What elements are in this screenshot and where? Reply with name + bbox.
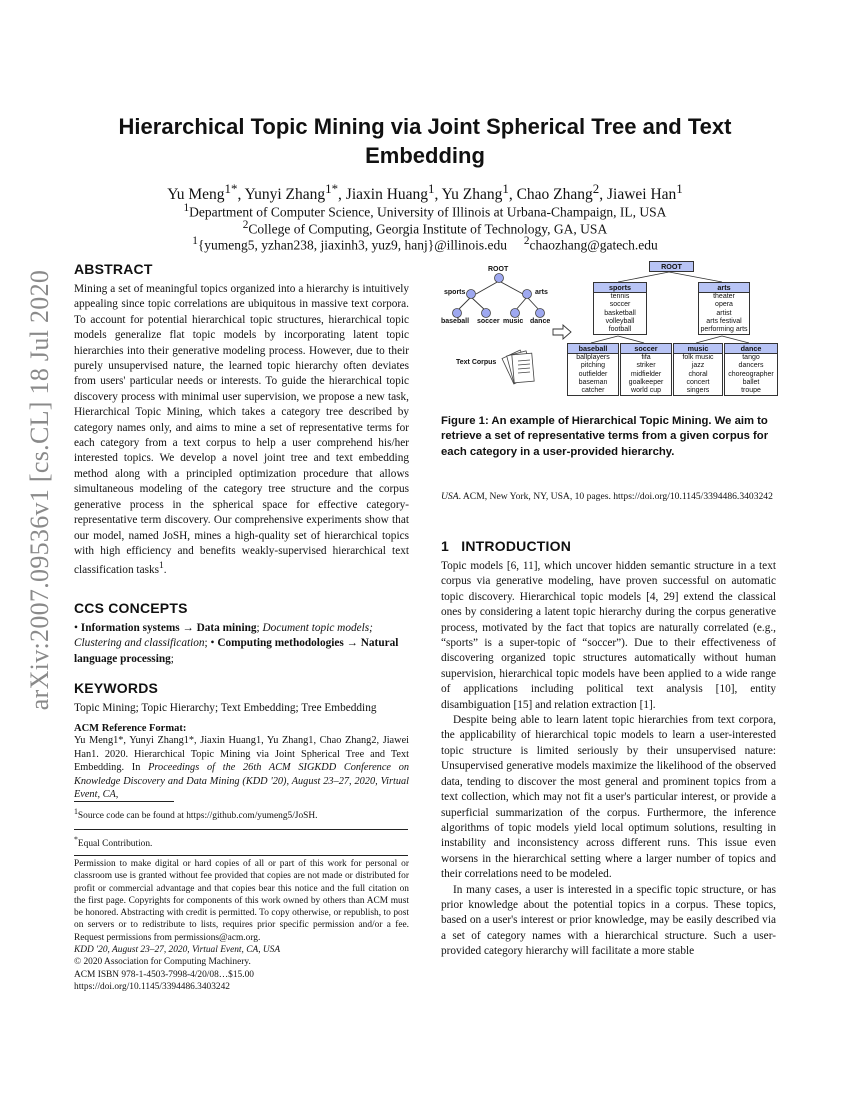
author-name: Yu Zhang (441, 186, 503, 204)
ccs-section (74, 600, 409, 667)
author-sup: 1 (428, 181, 435, 196)
ccs-term: Computing methodologies (217, 637, 344, 650)
footnote-divider (74, 829, 408, 830)
term: performing arts (700, 326, 748, 334)
footnote-mark: * (74, 835, 78, 844)
acm-ref-body (74, 734, 409, 802)
author-name: Jiaxin Huang (345, 186, 429, 204)
term: baseman (578, 378, 608, 386)
footnote-mark: 1 (74, 807, 78, 816)
author-name: Yu Meng (167, 186, 225, 204)
introduction-section (441, 538, 776, 960)
ccs-term: Document topic models; Clustering and classification (74, 622, 373, 650)
abstract-section (74, 261, 409, 578)
ccs-body: • Information systems → Data mining; Document topic models; Clustering and classification; • Computing methodologies → Natural language processing; (74, 622, 399, 665)
term: folk music (682, 354, 714, 361)
category-box-sports (593, 282, 647, 335)
ccs-bullet: • (74, 622, 78, 634)
ccs-arrow: → (346, 637, 358, 650)
root-box-header: ROOT (650, 262, 693, 271)
arrow-icon (553, 325, 571, 339)
author-sup: 1* (325, 181, 339, 196)
author-name: Yunyi Zhang (244, 186, 326, 204)
affil-text: College of Computing, Georgia Institute of Technology, GA, USA (248, 221, 608, 237)
footnote-text: Equal Contribution. (77, 839, 153, 850)
tree-label-dance: dance (530, 318, 551, 325)
category-box-dance (724, 343, 778, 396)
footnote-1 (74, 806, 409, 822)
tree-node-baseball (453, 309, 462, 318)
intro-paragraph-3: In many cases, a user is interested in a specific topic structure, or has prior knowledge about the potential topics in a corpus. These topics, based on a user's interest or prior knowledge, may be easily described via a set of category names with a hierarchical structure. Such a user-provided category hierarchy will facilitate a more stable (441, 883, 776, 958)
term: football (608, 326, 632, 334)
tree-node-sports (467, 290, 476, 299)
acm-ref-publisher: . ACM, New York, NY, USA, 10 pages. https://doi.org/10.1145/3394486.3403242 (458, 491, 773, 502)
category-header: sports (594, 283, 646, 293)
footnote-2 (74, 834, 409, 850)
term: tennis (610, 293, 630, 300)
ccs-heading: CCS CONCEPTS (74, 600, 188, 616)
term: midfielder (630, 370, 662, 378)
term: dancers (738, 362, 764, 370)
category-header: soccer (621, 344, 671, 354)
document-stack-icon (502, 350, 534, 384)
isbn-info: ACM ISBN 978-1-4503-7998-4/20/08…$15.00 (74, 969, 254, 980)
acm-ref-label: ACM Reference Format: (74, 723, 187, 734)
doi-info: https://doi.org/10.1145/3394486.3403242 (74, 981, 230, 992)
term: world cup (631, 387, 661, 395)
tree-node-music (511, 309, 520, 318)
term: striker (636, 362, 656, 370)
category-box-baseball (567, 343, 619, 396)
paper-title (80, 112, 770, 170)
footnote-rule (74, 801, 174, 802)
author-sup: 1* (224, 181, 238, 196)
term: pitching (580, 362, 606, 370)
tree-node-dance (536, 309, 545, 318)
text-corpus-label: Text Corpus (456, 359, 497, 366)
term: choral (688, 370, 708, 378)
arxiv-identifier (20, 269, 60, 711)
term: ballplayers (576, 354, 610, 361)
acm-ref-venue: Proceedings of the 26th ACM SIGKDD Conference on Knowledge Discovery and Data Mining (KDD '20), August 23–27, 2020, Virtual Event, CA, (74, 762, 409, 801)
category-header: dance (725, 344, 777, 354)
category-box-arts (698, 282, 750, 335)
term: ballet (742, 378, 760, 386)
author-sup: 2 (592, 181, 600, 196)
copyright-info: © 2020 Association for Computing Machinery. (74, 957, 251, 968)
tree-label-root: ROOT (488, 266, 509, 273)
term: basketball (604, 309, 636, 317)
term: artist (716, 309, 732, 317)
ccs-term: Data mining (196, 622, 257, 634)
term: goalkeeper (628, 378, 664, 386)
term: arts festival (706, 317, 742, 325)
category-header: music (674, 344, 722, 354)
term: volleyball (605, 317, 635, 325)
author-sup: 1 (676, 181, 683, 196)
tree-label-sports: sports (444, 289, 466, 296)
conference-info: KDD '20, August 23–27, 2020, Virtual Event, CA, USA (74, 945, 281, 956)
term: concert (686, 378, 710, 386)
author-list: Yu Meng$^{1*}$, Yunyi Zhang$^{1*}$, Jiaxin Huang$^1$, Yu Zhang$^1$, Chao Zhang$^2$, Jiawei Han$^1$ (167, 181, 683, 204)
footnote-mark: 1 (159, 561, 164, 572)
permission-rule (74, 855, 408, 856)
keywords-text: Topic Mining; Topic Hierarchy; Text Embedding; Tree Embedding (74, 702, 377, 714)
ccs-term: Information systems (80, 622, 180, 634)
root-box (649, 261, 694, 272)
email-gatech: chaozhang@gatech.edu (529, 237, 658, 253)
title-line-2: Embedding (365, 143, 485, 168)
tree-node-root (495, 274, 504, 283)
term: jazz (691, 362, 705, 370)
tree-label-soccer: soccer (477, 318, 500, 325)
affil-sup: 2 (242, 219, 249, 231)
category-header: arts (699, 283, 749, 293)
category-header: baseball (568, 344, 618, 354)
term: fifa (641, 354, 651, 361)
intro-paragraph-2: Despite being able to learn latent topic hierarchies from text corpora, the applicability of hierarchical topic models to learn a user-interested topic structure is limited seriously by their unsupervised nature: Unsupervised generative models maximize the likelihood of the observed data, tending to discover the most general and prominent topics from a text collection, which may not fit a user's particular interest, or provide a superficial summarization of the corpus. Furthermore, the inference algorithms of topic models yield local optimum solutions, resulting in instability and inconsistency across different runs. This issue even worsens in the hierarchical setting where a larger number of topics and their correlations need to be modeled. (441, 714, 776, 881)
intro-heading (441, 538, 776, 554)
acm-ref-venue-end: USA (441, 491, 459, 502)
tree-label-baseball: baseball (441, 318, 470, 325)
term: opera (715, 301, 733, 309)
abstract-text: Mining a set of meaningful topics organized into a hierarchy is intuitively appealing since topic correlations are ubiquitous in massive text corpora. To account for potential hierarchical topic structures, hierarchical topic models generalize flat topic models by incorporating latent topic hierarchies into their generative modeling process. However, due to their purely unsupervised nature, the learned topic hierarchy often deviates from users' particular needs or interests. To guide the hierarchical topic discovery process with minimal user supervision, we propose a new task, Hierarchical Topic Mining, which takes a category tree described by category names only, and aims to mine a set of representative terms for each category from a text corpus to help a user comprehend his/her interested topics. We develop a novel joint tree and text embedding method along with a principled optimization procedure that allows simultaneous modeling of the category tree structure and the corpus generative process in the spherical space for effective category-representative term discovery. Our comprehensive experiments show that our model, named JoSH, mines a high-quality set of hierarchical topics with high efficiency and benefits weakly-supervised hierarchical text classification tasks (74, 283, 409, 577)
term: catcher (581, 387, 605, 395)
ccs-bullet: • (210, 637, 215, 650)
abstract-body (74, 282, 409, 578)
keywords-heading: KEYWORDS (74, 680, 159, 696)
term: theater (713, 293, 735, 300)
term: choreographer (728, 370, 774, 378)
author-sup: 1 (502, 181, 509, 196)
tree-label-music: music (503, 318, 524, 325)
arxiv-identifier-text: arXiv:2007.09536v1 [cs.CL] 18 Jul 2020 (25, 269, 54, 711)
tree-label-arts: arts (535, 289, 548, 296)
email-sup: 1 (192, 235, 198, 247)
email-sup: 2 (523, 235, 530, 247)
affil-text: Department of Computer Science, University of Illinois at Urbana-Champaign, IL, USA (189, 204, 667, 220)
affiliation-1 (80, 202, 770, 221)
acm-ref-continued (441, 490, 776, 503)
intro-paragraph-1: Topic models [6, 11], which uncover hidden semantic structure in a text corpus via generative modeling, have proven successful on automatic topic discovery. Hierarchical topic models [4, 29] extend the classical ones by considering a latent topic hierarchy during the corpus generative process, motivated by the fact that topics are naturally correlated (e.g., “sports” is a super-topic of “soccer”). Due to their effectiveness of discovering organized topic structures automatically without human supervision, hierarchical topic models have been applied to a wide range of applications including political text analysis [10], entity disambiguation [15] and relation extraction [1]. (441, 560, 776, 711)
category-box-music (673, 343, 723, 396)
abstract-heading: ABSTRACT (74, 261, 153, 277)
ccs-arrow: → (182, 622, 194, 634)
intro-title: INTRODUCTION (461, 538, 572, 554)
category-box-soccer (620, 343, 672, 396)
term: outfielder (578, 370, 608, 378)
term: soccer (609, 301, 631, 309)
affil-sup: 1 (183, 202, 190, 214)
term: singers (686, 387, 710, 395)
intro-number: 1 (441, 538, 449, 554)
ccs-term: Natural language processing (74, 637, 399, 665)
permission-block (74, 858, 409, 993)
email-illinois: {yumeng5, yzhan238, jiaxinh3, yuz9, hanj}@illinois.edu (197, 237, 508, 253)
acm-reference (74, 723, 409, 802)
tree-node-soccer (482, 309, 491, 318)
author-name: Chao Zhang (516, 186, 593, 204)
keywords-section (74, 680, 409, 716)
figure-caption: Figure 1: An example of Hierarchical Topic Mining. We aim to retrieve a set of representative terms from a given corpus for each category in a user-provided hierarchy. (441, 415, 769, 458)
title-line-1: Hierarchical Topic Mining via Joint Spherical Tree and Text (118, 114, 732, 139)
author-name: Jiawei Han (606, 186, 677, 204)
term: troupe (741, 387, 761, 395)
footnote-text: Source code can be found at https://github.com/yumeng5/JoSH. (77, 811, 318, 822)
acm-ref-authors: Yu Meng1*, Yunyi Zhang1*, Jiaxin Huang1, Yu Zhang1, Chao Zhang2, Jiawei Han1. 2020. Hierarchical Topic Mining via Joint Spherical Tree and Text Embedding. In (74, 735, 409, 774)
abstract-end: . (163, 564, 167, 577)
term: tango (742, 354, 760, 361)
tree-node-arts (523, 290, 532, 299)
author-emails (80, 235, 770, 254)
permission-text: Permission to make digital or hard copies of all or part of this work for personal or classroom use is granted without fee provided that copies are not made or distributed for profit or commercial advantage and that copies bear this notice and the full citation on the first page. Copyrights for components of this work owned by others than ACM must be honored. Abstracting with credit is permitted. To copy otherwise, or republish, to post on servers or to redistribute to lists, requires prior specific permission and/or a fee. Request permissions from permissions@acm.org. (74, 859, 409, 943)
